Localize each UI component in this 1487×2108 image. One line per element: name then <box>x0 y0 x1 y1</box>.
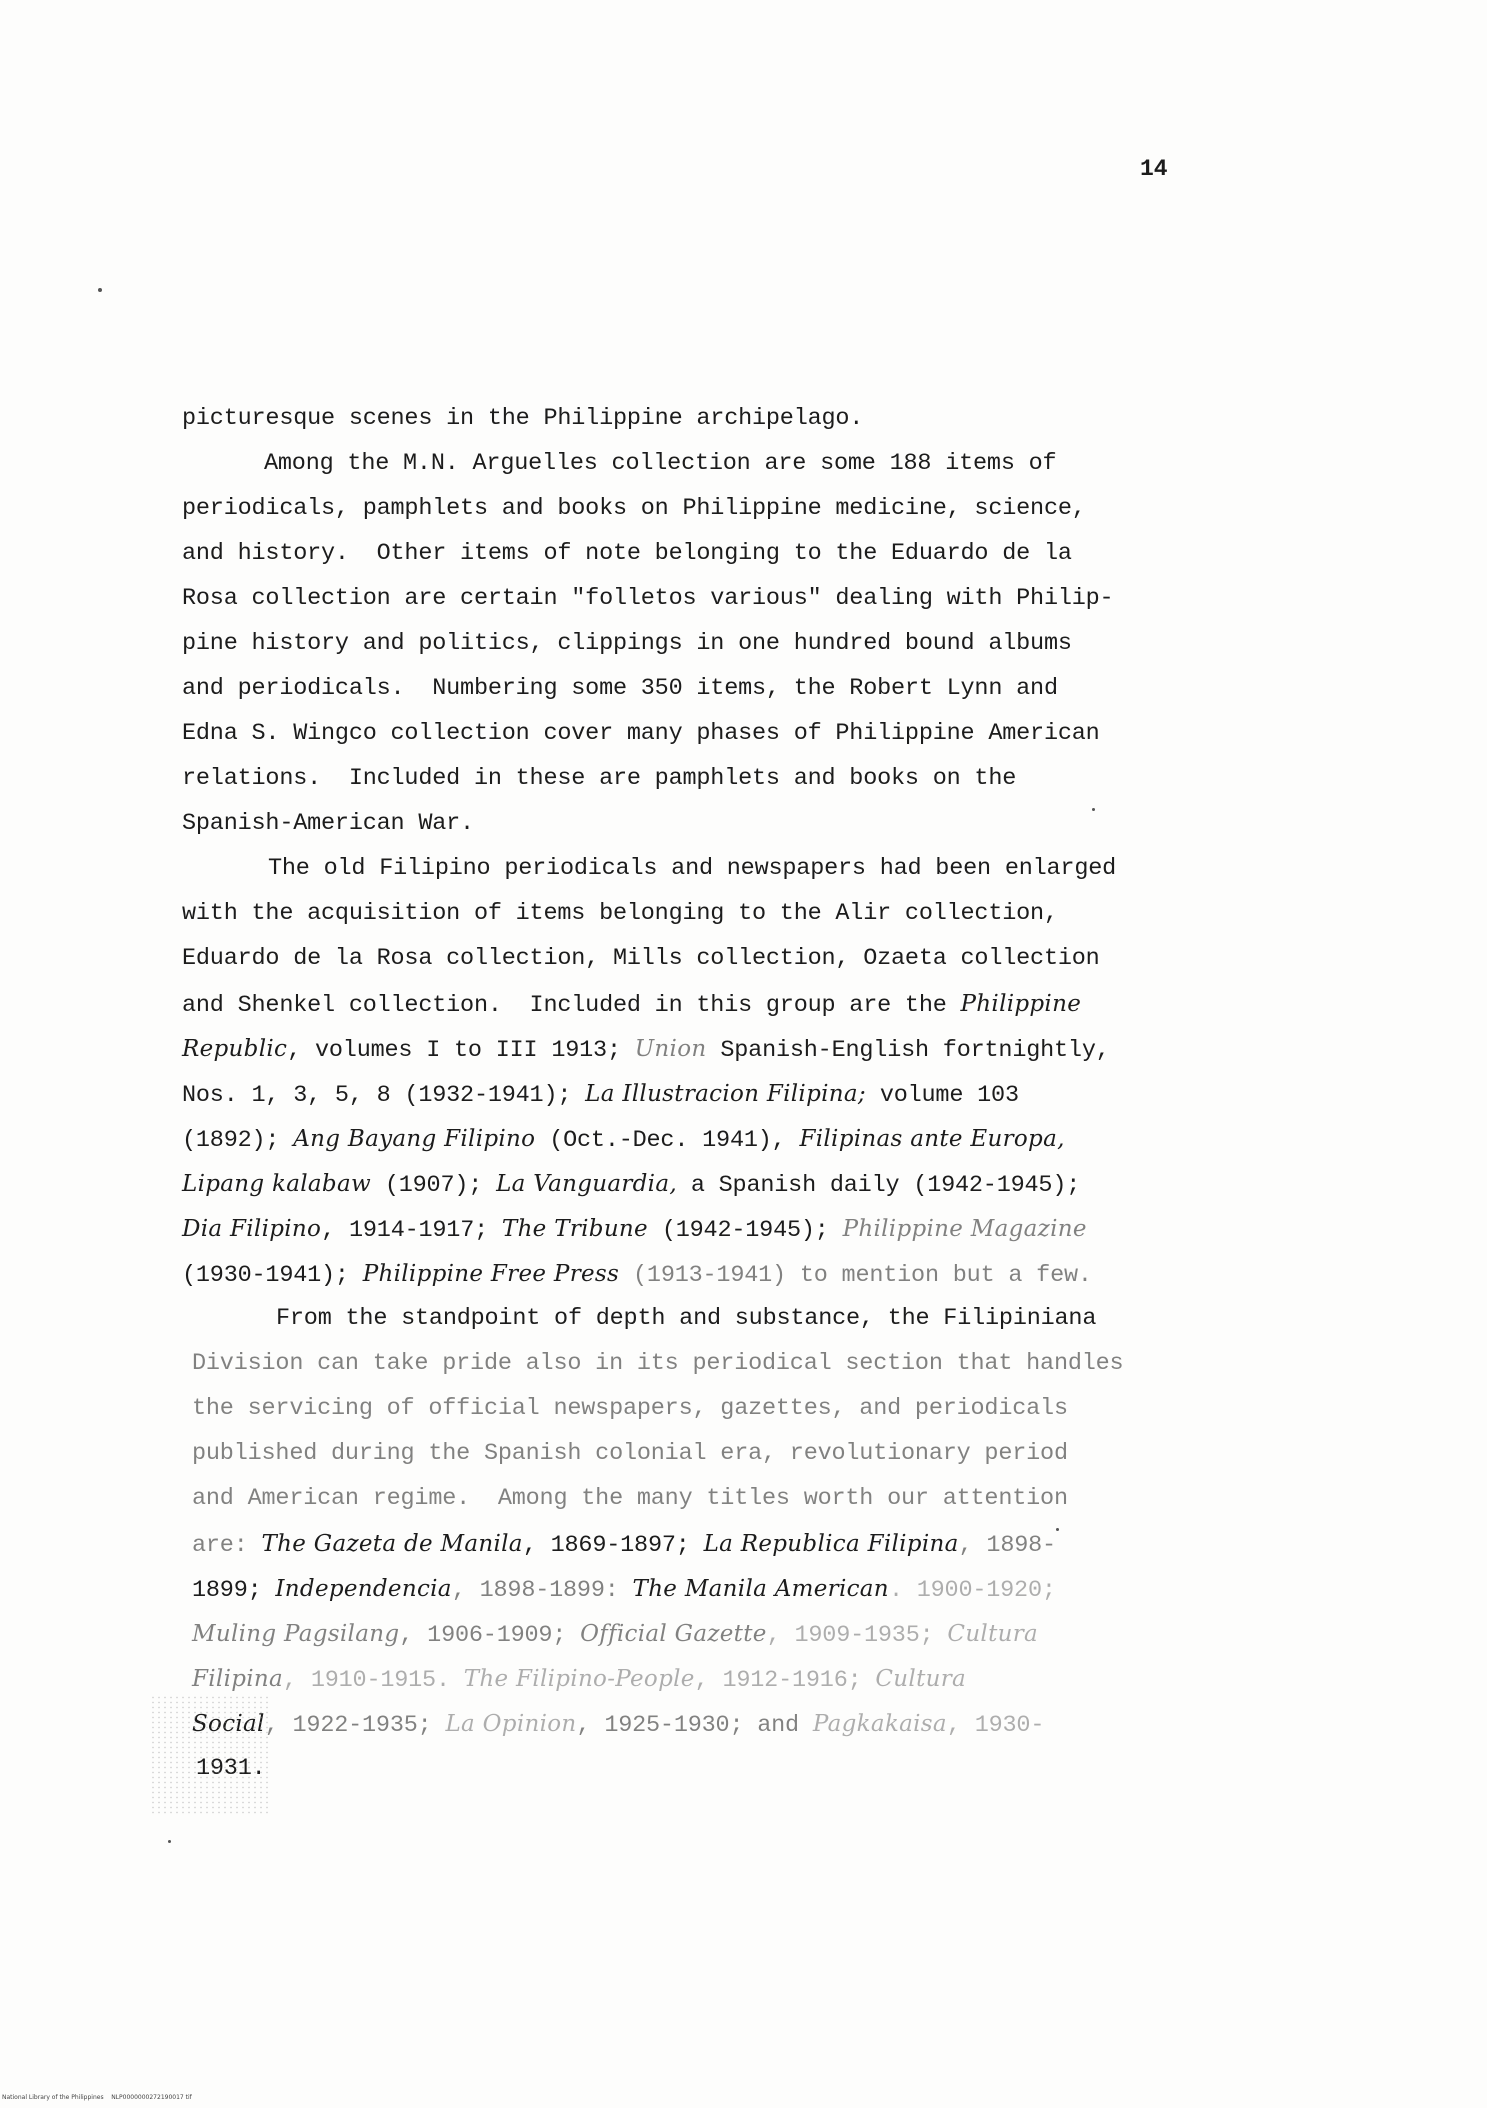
scan-speck <box>168 1840 171 1843</box>
italic-title: Cultura <box>947 1621 1039 1647</box>
italic-title: Official Gazette <box>580 1621 767 1647</box>
scan-noise <box>150 1695 270 1815</box>
paragraph-3-line: Eduardo de la Rosa collection, Mills collection, Ozaeta collection <box>182 945 1100 972</box>
italic-title: Lipang kalabaw <box>182 1171 371 1197</box>
paragraph-4-line: are: The Gazeta de Manila, 1869-1897; La Republica Filipina, 1898- <box>192 1531 1056 1559</box>
paragraph-4-line: and American regime. Among the many titles worth our attention <box>192 1485 1068 1512</box>
paragraph-3-line: Nos. 1, 3, 5, 8 (1932-1941); La Illustracion Filipina; volume 103 <box>182 1081 1019 1109</box>
italic-title: La Vanguardia, <box>496 1171 677 1197</box>
scan-speck <box>1056 1528 1059 1531</box>
paragraph-2-line: Spanish-American War. <box>182 810 474 837</box>
italic-title: Union <box>634 1036 707 1062</box>
paragraph-3-line: Dia Filipino, 1914-1917; The Tribune (1942-1945); Philippine Magazine <box>182 1216 1087 1244</box>
paragraph-3-line: (1930-1941); Philippine Free Press (1913-1941) to mention but a few. <box>182 1261 1092 1289</box>
paragraph-2-line: and history. Other items of note belonging to the Eduardo de la <box>182 540 1072 567</box>
italic-title: Filipina <box>192 1666 284 1692</box>
paragraph-2-line: Edna S. Wingco collection cover many phases of Philippine American <box>182 720 1100 747</box>
italic-title: The Filipino-People <box>463 1666 695 1692</box>
italic-title: Independencia <box>275 1576 452 1602</box>
paragraph-3-line: Republic, volumes I to III 1913; Union Spanish-English fortnightly, <box>182 1036 1110 1064</box>
paragraph-4-line: Social, 1922-1935; La Opinion, 1925-1930; and Pagkakaisa, 1930- <box>192 1711 1045 1739</box>
italic-title: The Manila American <box>632 1576 889 1602</box>
paragraph-2-line: Rosa collection are certain "folletos various" dealing with Philip- <box>182 585 1114 612</box>
italic-title: Filipinas ante Europa, <box>799 1126 1065 1152</box>
paragraph-2-line: relations. Included in these are pamphlets and books on the <box>182 765 1017 792</box>
paragraph-3-line: The old Filipino periodicals and newspapers had been enlarged <box>268 855 1117 882</box>
paragraph-4-line: Division can take pride also in its periodical section that handles <box>192 1350 1124 1377</box>
paragraph-4-line: From the standpoint of depth and substance, the Filipiniana <box>276 1305 1097 1332</box>
italic-title: Ang Bayang Filipino <box>293 1126 536 1152</box>
paragraph-3-line: (1892); Ang Bayang Filipino (Oct.-Dec. 1941), Filipinas ante Europa, <box>182 1126 1065 1154</box>
italic-title: The Gazeta de Manila <box>261 1531 523 1557</box>
paragraph-2-line: periodicals, pamphlets and books on Philippine medicine, science, <box>182 495 1086 522</box>
italic-title: Cultura <box>875 1666 967 1692</box>
italic-title: La Illustracion Filipina; <box>585 1081 866 1107</box>
paragraph-3-line: with the acquisition of items belonging to the Alir collection, <box>182 900 1058 927</box>
paragraph-2-line: Among the M.N. Arguelles collection are some 188 items of <box>264 450 1057 477</box>
footer-scan-stamp: National Library of the Philippines NLP0000000272190017 tif <box>2 2094 192 2101</box>
italic-title: Dia Filipino <box>182 1216 322 1242</box>
page-number: 14 <box>1140 156 1168 182</box>
italic-title: The Tribune <box>501 1216 648 1242</box>
scan-speck <box>98 288 102 292</box>
paragraph-2-line: pine history and politics, clippings in one hundred bound albums <box>182 630 1072 657</box>
italic-title: Philippine Free Press <box>362 1261 620 1287</box>
italic-title: Republic <box>182 1036 288 1062</box>
paragraph-2-line: and periodicals. Numbering some 350 items, the Robert Lynn and <box>182 675 1058 702</box>
italic-title: Philippine Magazine <box>842 1216 1087 1242</box>
paragraph-4-line: Muling Pagsilang, 1906-1909; Official Gazette, 1909-1935; Cultura <box>192 1621 1039 1649</box>
paragraph-3-line: and Shenkel collection. Included in this group are the Philippine <box>182 991 1082 1019</box>
paragraph-4-line: the servicing of official newspapers, gazettes, and periodicals <box>192 1395 1068 1422</box>
paragraph-1-line: picturesque scenes in the Philippine archipelago. <box>182 405 864 432</box>
italic-title: La Republica Filipina <box>703 1531 959 1557</box>
scan-speck <box>1092 808 1095 811</box>
paragraph-3-line: Lipang kalabaw (1907); La Vanguardia, a Spanish daily (1942-1945); <box>182 1171 1081 1199</box>
italic-title: Social <box>192 1711 265 1737</box>
paragraph-4-line: 1899; Independencia, 1898-1899: The Manila American. 1900-1920; <box>192 1576 1056 1604</box>
italic-title: Philippine <box>960 991 1082 1017</box>
paragraph-4-line: Filipina, 1910-1915. The Filipino-People, 1912-1916; Cultura <box>192 1666 967 1694</box>
paragraph-4-line: published during the Spanish colonial era, revolutionary period <box>192 1440 1068 1467</box>
italic-title: Pagkakaisa <box>812 1711 947 1737</box>
italic-title: Muling Pagsilang <box>192 1621 400 1647</box>
italic-title: La Opinion <box>445 1711 577 1737</box>
paragraph-4-line: 1931. <box>196 1755 266 1782</box>
